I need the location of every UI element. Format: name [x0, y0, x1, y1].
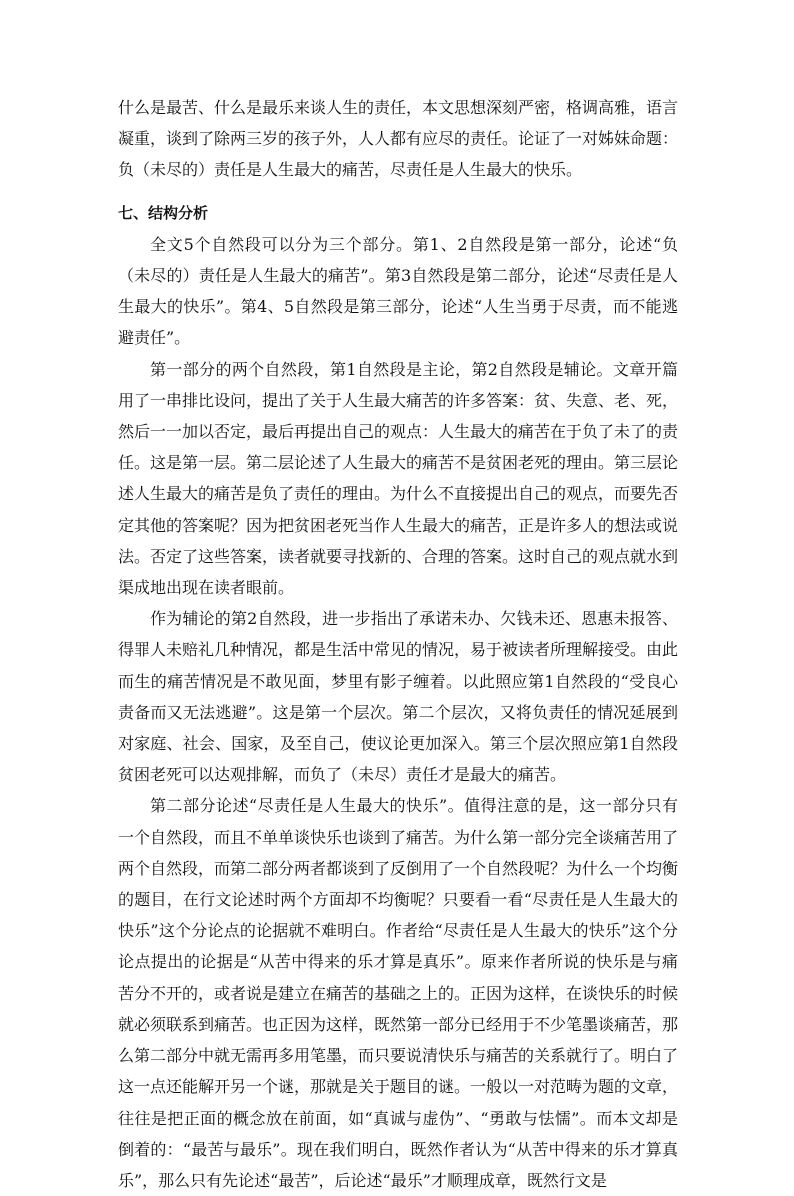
body-paragraph-3: 作为辅论的第2自然段，进一步指出了承诺未办、欠钱未还、恩惠未报答、得罪人未赔礼几种情况，都是生活中常见的情况，易于被读者所理解接受。由此而生的痛苦情况是不敢见面，梦里有影子缠着。以此照应第1自然段的“受良心责备而又无法逃避”。这是第一个层次。第二个层次，又将负责任的情况延展到对家庭、社会、国家，及至自己，使议论更加深入。第三个层次照应第1自然段贫困老死可以达观排解，而负了（未尽）责任才是最大的痛苦。: [118, 609, 679, 785]
body-paragraph-2: 第一部分的两个自然段，第1自然段是主论，第2自然段是辅论。文章开篇用了一串排比设问，提出了关于人生最大痛苦的许多答案：贫、失意、老、死，然后一一加以否定，最后再提出自己的观点：人生最大的痛苦在于负了未了的责任。这是第一层。第二层论述了人生最大的痛苦不是贫困老死的理由。第三层论述人生最大的痛苦是负了责任的理由。为什么不直接提出自己的观点，而要先否定其他的答案呢？因为把贫困老死当作人生最大的痛苦，正是许多人的想法或说法。否定了这些答案，读者就要寻找新的、合理的答案。这时自己的观点就水到渠成地出现在读者眼前。: [118, 359, 679, 598]
body-paragraph-4: 第二部分论述“尽责任是人生最大的快乐”。值得注意的是，这一部分只有一个自然段，而且不单单谈快乐也谈到了痛苦。为什么第一部分完全谈痛苦用了两个自然段，而第二部分两者都谈到了反倒用了一个自然段呢？为什么一个均衡的题目，在行文论述时两个方面却不均衡呢？只要看一看“尽责任是人生最大的快乐”这个分论点的论据就不难明白。作者给“尽责任是人生最大的快乐”这个分论点提出的论据是“从苦中得来的乐才算是真乐”。原来作者所说的快乐是与痛苦分不开的，或者说是建立在痛苦的基础之上的。正因为这样，在谈快乐的时候就必须联系到痛苦。也正因为这样，既然第一部分已经用于不少笔墨谈痛苦，那么第二部分中就无需再多用笔墨，而只要说清快乐与痛苦的关系就行了。明白了这一点还能解开另一个谜，那就是关于题目的谜。一般以一对范畴为题的文章，往往是把正面的概念放在前面，如“真诚与虚伪”、“勇敢与怯懦”。而本文却是倒着的：“最苦与最乐”。现在我们明白，既然作者认为“从苦中得来的乐才算真乐”，那么只有先论述“最苦”，后论述“最乐”才顺理成章，既然行文是: [118, 796, 679, 1190]
body-paragraph-1: 全文5个自然段可以分为三个部分。第1、2自然段是第一部分，论述“负（未尽的）责任是人生最大的痛苦”。第3自然段是第二部分，论述“尽责任是人生最大的快乐”。第4、5自然段是第三部分，论述“人生当勇于尽责，而不能逃避责任”。: [118, 234, 678, 348]
intro-paragraph: 什么是最苦、什么是最乐来谈人生的责任，本文思想深刻严密，格调高雅，语言凝重，谈到了除两三岁的孩子外，人人都有应尽的责任。论证了一对姊妹命题：负（未尽的）责任是人生最大的痛苦，尽责任是人生最大的快乐。: [118, 98, 679, 180]
section-heading: 七、结构分析: [118, 203, 209, 222]
document-page: [118, 92, 678, 1196]
